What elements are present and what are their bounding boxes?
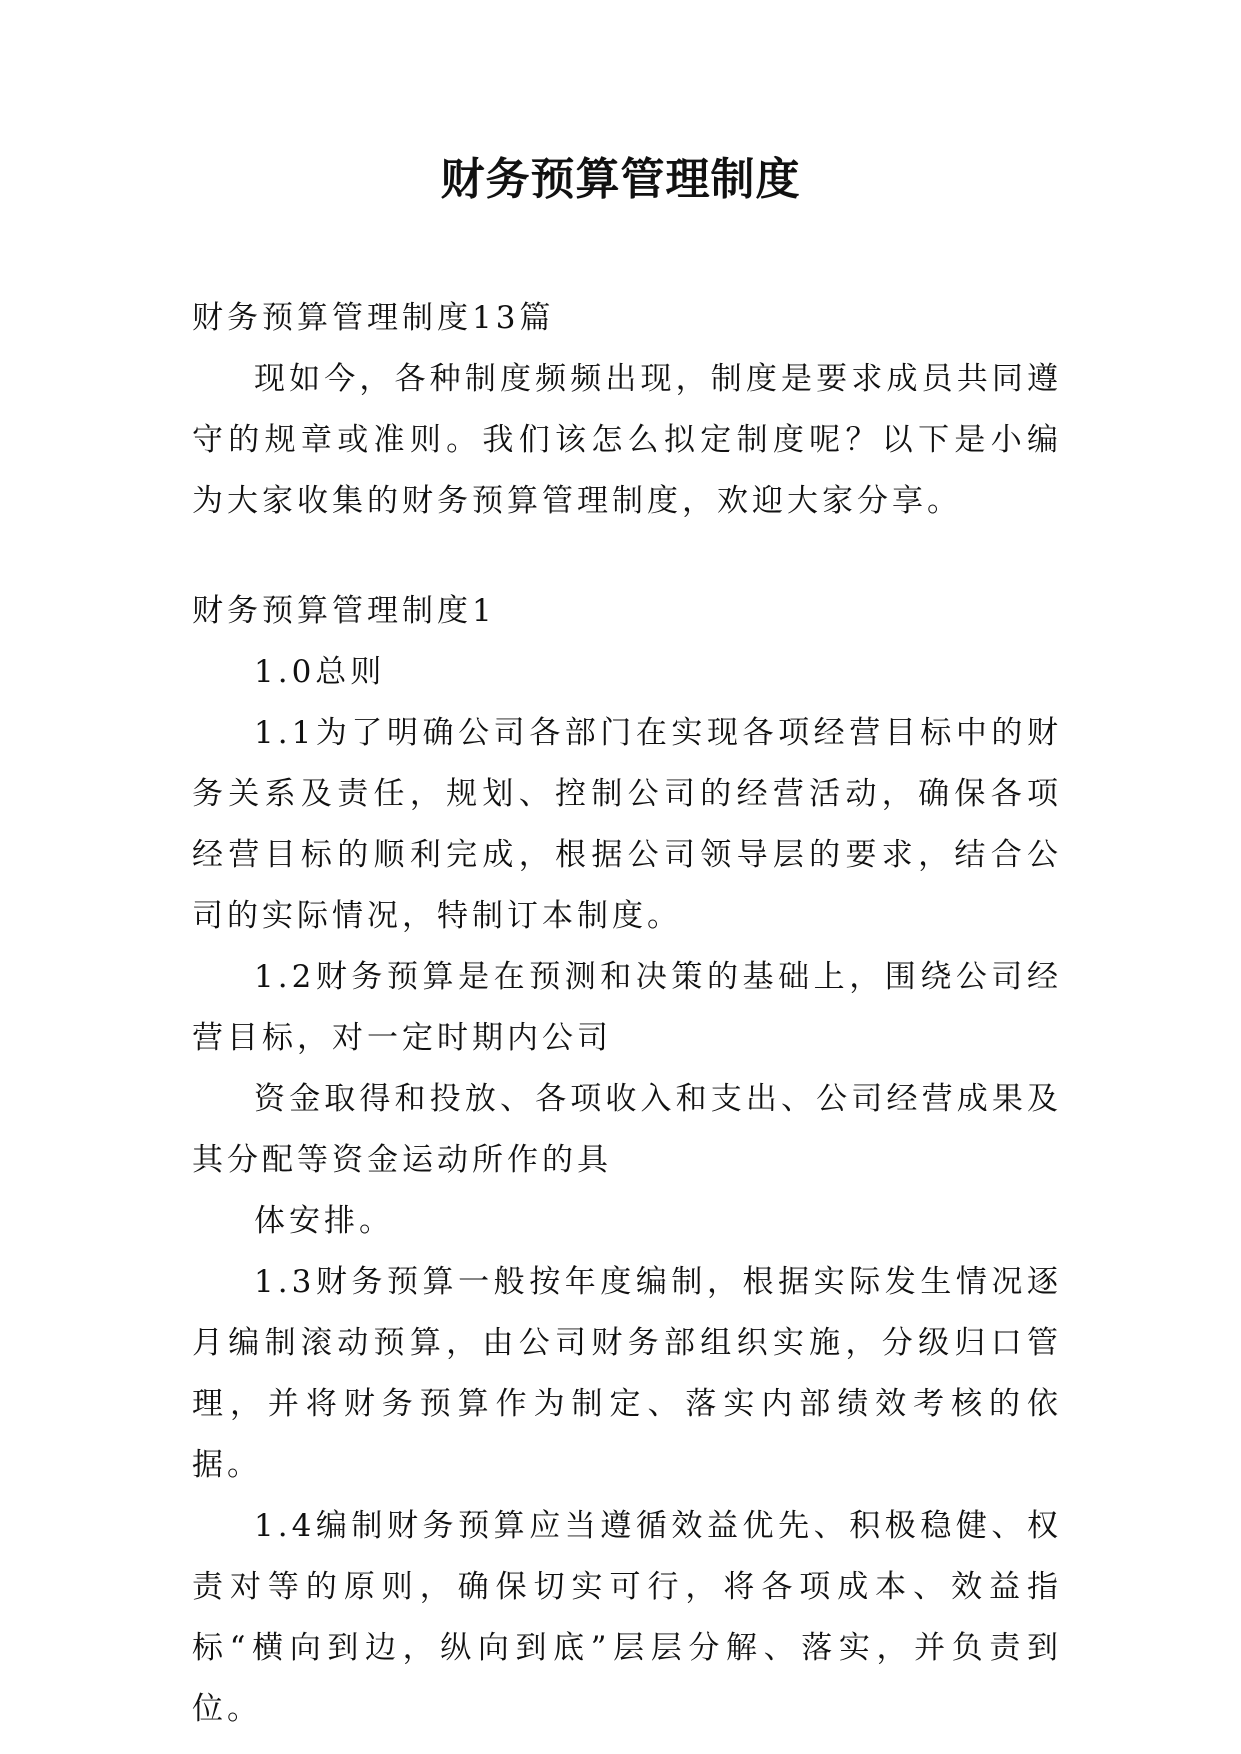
clause-1-1: 1.1为了明确公司各部门在实现各项经营目标中的财务关系及责任，规划、控制公司的经营活动，确保各项经营目标的顺利完成，根据公司领导层的要求，结合公司的实际情况，特制订本制度。 (192, 715, 1062, 934)
clause-1-3: 1.3财务预算一般按年度编制，根据实际发生情况逐月编制滚动预算，由公司财务部组织实施，分级归口管理，并将财务预算作为制定、落实内部绩效考核的依据。 (192, 1264, 1062, 1483)
section-heading: 财务预算管理制度1 (192, 593, 496, 629)
paragraph-intro: 现如今，各种制度频频出现，制度是要求成员共同遵守的规章或准则。我们该怎么拟定制度呢？以下是小编为大家收集的财务预算管理制度，欢迎大家分享。 (192, 361, 1062, 519)
paragraph-subtitle: 财务预算管理制度13篇 (192, 300, 555, 336)
document-title: 财务预算管理制度 (440, 154, 801, 205)
clause-1-0: 1.0总则 (254, 654, 386, 690)
clause-1-2: 1.2财务预算是在预测和决策的基础上，围绕公司经营目标，对一定时期内公司 (192, 959, 1062, 1056)
clause-1-4: 1.4编制财务预算应当遵循效益优先、积极稳健、权责对等的原则，确保切实可行，将各项成本、效益指标“横向到边，纵向到底”层层分解、落实，并负责到位。 (192, 1508, 1062, 1727)
clause-1-2-continued-end: 体安排。 (254, 1203, 394, 1239)
document-body (192, 288, 1062, 1740)
clause-1-2-continued: 资金取得和投放、各项收入和支出、公司经营成果及其分配等资金运动所作的具 (192, 1081, 1062, 1178)
